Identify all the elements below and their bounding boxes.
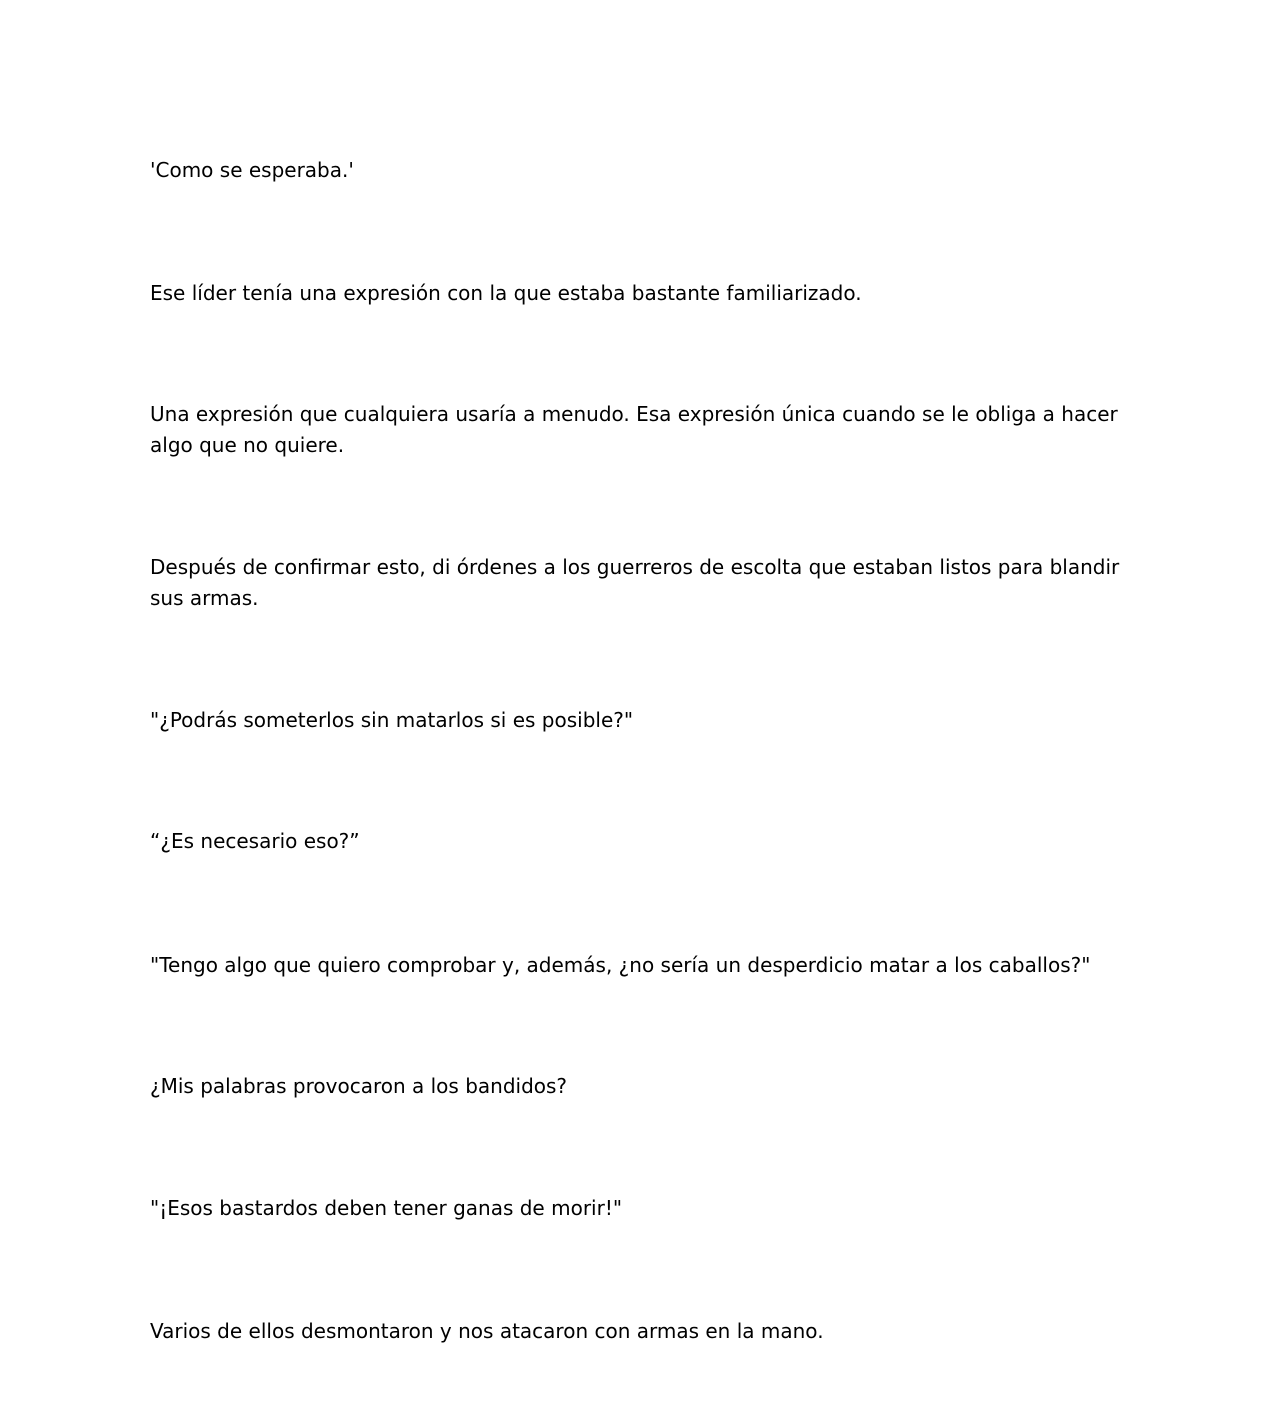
paragraph: "Tengo algo que quiero comprobar y, además, ¿no sería un desperdicio matar a los caballos?" bbox=[150, 953, 1091, 977]
paragraph: “¿Es necesario eso?” bbox=[150, 829, 360, 853]
paragraph: 'Como se esperaba.' bbox=[150, 158, 354, 182]
paragraph: ¿Mis palabras provocaron a los bandidos? bbox=[150, 1074, 568, 1098]
paragraph: "¡Esos bastardos deben tener ganas de morir!" bbox=[150, 1196, 623, 1220]
paragraph: Varios de ellos desmontaron y nos atacaron con armas en la mano. bbox=[150, 1319, 824, 1343]
paragraph: Después de confirmar esto, di órdenes a los guerreros de escolta que estaban listos para blandir sus armas. bbox=[150, 555, 1120, 610]
paragraph: Ese líder tenía una expresión con la que estaba bastante familiarizado. bbox=[150, 281, 862, 305]
paragraph: "¿Podrás someterlos sin matarlos si es posible?" bbox=[150, 708, 634, 732]
paragraph: Una expresión que cualquiera usaría a menudo. Esa expresión única cuando se le obliga a hacer algo que no quiere. bbox=[150, 402, 1118, 457]
